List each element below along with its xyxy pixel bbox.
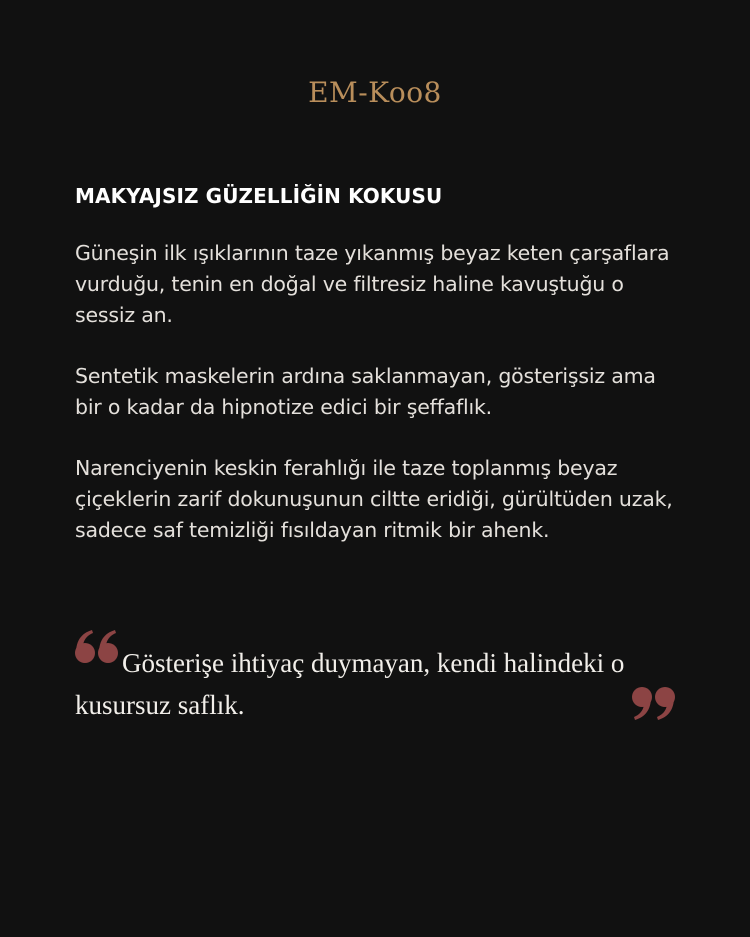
quote-block — [75, 628, 685, 728]
product-code: EM-Koo8 — [308, 76, 442, 109]
quote-text: Gösterişe ihtiyaç duymayan, kendi halindeki o kusursuz saflık. — [75, 648, 625, 720]
quote-close-icon — [631, 686, 675, 720]
description-heading: MAKYAJSIZ GÜZELLİĞİN KOKUSU — [75, 184, 443, 208]
description-paragraph: Narenciyenin keskin ferahlığı ile taze toplanmış beyaz çiçeklerin zarif dokunuşunun ciltte eridiği, gürültüden uzak, sadece saf temizliği fısıldayan ritmik bir ahenk. — [75, 456, 673, 542]
quote-open-icon — [75, 630, 119, 664]
description-paragraph: Sentetik maskelerin ardına saklanmayan, gösterişsiz ama bir o kadar da hipnotize edici bir şeffaflık. — [75, 364, 656, 419]
description-section — [75, 184, 685, 576]
description-paragraph: Güneşin ilk ışıklarının taze yıkanmış beyaz keten çarşaflara vurduğu, tenin en doğal ve filtresiz haline kavuştuğu o sessiz an. — [75, 241, 670, 327]
